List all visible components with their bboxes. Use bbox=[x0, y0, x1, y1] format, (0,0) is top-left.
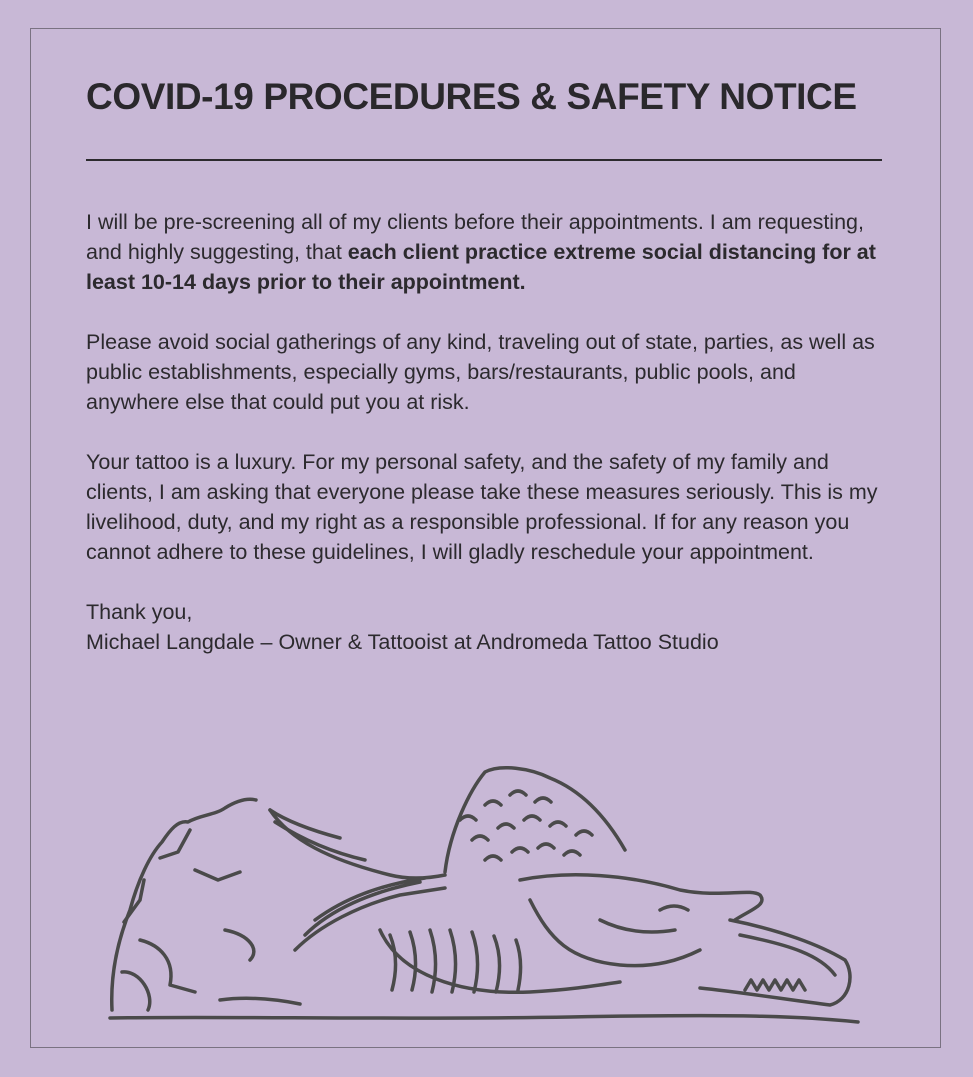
title-divider bbox=[86, 159, 882, 161]
signature-line: Michael Langdale – Owner & Tattooist at Andromeda Tattoo Studio bbox=[86, 630, 719, 654]
closing-line: Thank you, bbox=[86, 600, 193, 624]
paragraph-avoid-gatherings: Please avoid social gatherings of any kind, traveling out of state, parties, as well as public establishments, especially gyms, bars/restaurants, public pools, and anywhere else that could put you at risk. bbox=[86, 330, 875, 414]
notice-title: COVID-19 PROCEDURES & SAFETY NOTICE bbox=[86, 76, 857, 117]
paragraph-prescreening-bold: each client practice extreme social distancing for at least 10-14 days prior to their appointment. bbox=[86, 240, 876, 294]
paragraph-prescreening-text: I will be pre-screening all of my clients before their appointments. I am requesting, and highly suggesting, that bbox=[86, 210, 864, 264]
paragraph-luxury: Your tattoo is a luxury. For my personal safety, and the safety of my family and clients, I am asking that everyone please take these measures seriously. This is my livelihood, duty, and my right as a responsible professional. If for any reason you cannot adhere to these guidelines, I will gladly reschedule your appointment. bbox=[86, 450, 878, 564]
paragraph-prescreening bbox=[86, 207, 886, 297]
sleeping-dragon-on-rock-icon bbox=[100, 760, 870, 1035]
notice-body bbox=[86, 207, 886, 657]
